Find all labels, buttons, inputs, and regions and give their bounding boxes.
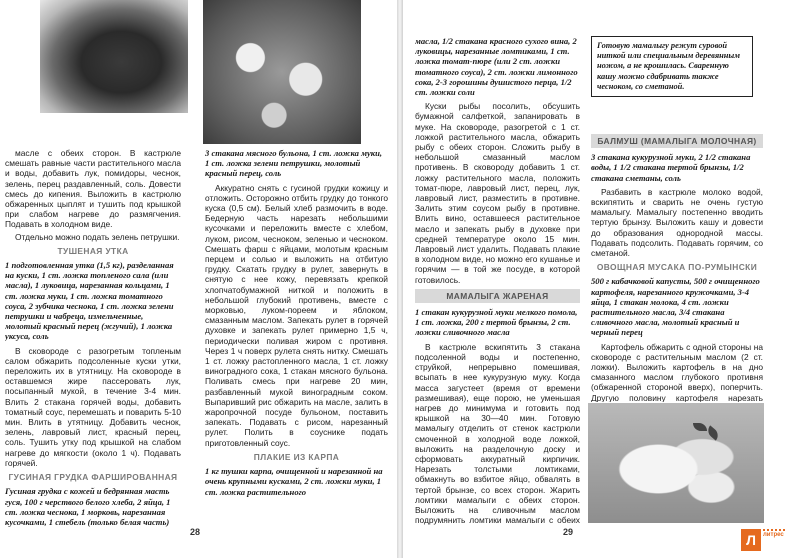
publisher-logo bbox=[741, 529, 786, 551]
recipe-heading: ОВОЩНАЯ МУСАКА ПО-РУМЫНСКИ bbox=[596, 262, 758, 273]
ingredients: 3 стакана мясного бульона, 1 ст. ложка муки, 1 ст. ложка зелени петрушки, молотый красный перец, соль bbox=[205, 148, 383, 179]
ingredients: 1 кг тушки карпа, очищенной и нарезанной на очень крупными кусками, 2 ст. ложки муки, 1 ст. ложка растительного bbox=[205, 466, 383, 497]
paragraph: Картофель обжарить с одной стороны на сковороде с растительным маслом (2 ст. ложки). Выложить картофель в на дно смазанного маслом глубокого противня (обжаренной стороной вверх), поперчить. Другую половину картофеля нарезать bbox=[591, 341, 763, 402]
ingredients: 500 г кабачковой капусты, 500 г очищенного картофеля, нарезанного кружочками, 3-4 яйца, 1 стакан молока, 4 ст. ложки растительного масла, 3/4 стакана сливочного масла, молотый красный и черный перец bbox=[591, 276, 760, 338]
paragraph: В сковороде с разогретым топленым салом обжарить подсоленные куски утки, переложить их в утятницу. На сковороде в оставшемся жире пассеровать лук, посыпанный мукой, в течение 3-4 мин. Влить 2 стакана горячей воды, добавить томатный соус, перемешать и поварить 5-10 мин. Влить в утятницу. Добавить чеснок, зелень, лавровый лист, красный перец, соль. Тушить утку под крышкой на слабом нагреве до мягкости (около 1 ч). Подавать горячей. bbox=[5, 345, 181, 468]
musaka-photo bbox=[588, 403, 764, 523]
paragraph: В кастрюле вскипятить 3 стакана подсоленной воды и постепенно, струйкой, непрерывно помешивая, всыпать в нее кукурузную муку. Когда масса загустеет (время от времени размешивая), еще порою, не уменьшая нагрев до минимума и готовить под крышкой на 30—40 мин. Готовую мамалыгу отделить от стенок кастрюли смоченной в холодной воде ложкой, выложить на разделочную доску и сформовать аккуратный кирпичик. Нарезать толстыми ломтиками, обмакнуть во взбитое яйцо, обвалять в тертой брынзе, со всех сторон. Жарить ломтики мамалыги с обеих сторон. Выложить на сливочным маслом подрумянить ломтики мамалыги с обеих bbox=[415, 341, 580, 526]
recipe-heading: ТУШЕНАЯ УТКА bbox=[57, 245, 129, 256]
paragraph: масле с обеих сторон. В кастрюле смешать равные части растительного масла и воды, добавить лук, помидоры, чеснок, зелень, перец раздавленный, соль. Довести смесь до кипения. Выложить в кастрюлю обжаренных цыплят и тушить под крышкой при слабом нагреве до размягчения. Подавать в холодном виде. bbox=[5, 148, 181, 230]
logo-text: литрес bbox=[763, 532, 784, 538]
paragraph: Аккуратно снять с гусиной грудки кожицу и отложить. Осторожно отбить грудку до тонкого куска (0,5 см). Белый хлеб размочить в воде. Бедерную часть нарезать небольшими кусочками и переложить вместе с хлебом, луком, рисом, чесноком, зеленью и чесноком. Смешать фарш с яйцами, молотым красным перцем и солью и выложить на отбитую грудку. Скатать грудку в рулет, завернуть в снятую с нее кожу, перевязать крепкой хлопчатобумажной ниткой и положить в небольшой глубокий противень, вместе с морковью, луком-пореем и яблоком, смазанным маслом. Запекать рулет в горячей духовке и запекать рулет примерно 1,5 ч, периодически поливая жиром с противня. Через 1 ч поверх рулета снять нитку. Смешать 1 ст. ложку растопленного масла, 1 ст. ложку виноградного сока, 1 стакан мясного бульона. Поливать смесь при нагреве 20 мин, разбавленный мукой виноградным соком. Выпаривший рис обжарить на масле, залить в жаропрочной посуде бульоном, поставить запекать. Подавать с рисом, нарезанный рулет. Полить в соуснике подать приготовленный соус. bbox=[205, 182, 388, 448]
recipe-heading: ГУСИНАЯ ГРУДКА ФАРШИРОВАННАЯ bbox=[8, 472, 178, 483]
recipe-heading: ПЛАКИЕ ИЗ КАРПА bbox=[253, 451, 340, 462]
left-column-1 bbox=[5, 148, 181, 528]
paragraph: Куски рыбы посолить, обсушить бумажной салфеткой, запанировать в муке. На сковороде, разогретой с 1 ст. ложкой растительного масла, обжарить рыбу с обеих сторон. Сложить рыбу в небольшой смазанный маслом противень. В сковороду добавить 1 ст. ложку растительного масла, положить томат-пюре, лавровый лист, перец, лук, лавровый лист, разместить в противне. Залить этим соусом рыбу в противне. Влить вино, оставшееся растительное масло и запекать рыбу в духовке при средней температуре около 15 мин. Лавровый лист удалить. Подавать плакие в холодном виде, но можно его кушанье и горячим — в той же посуде, в которой готовилось. bbox=[415, 101, 580, 285]
paragraph: Разбавить в кастрюле молоко водой, вскипятить и сварить не очень густую мамалыгу. Мамалыгу постепенно вводить тертую брынзу. Выложить кашу и довести до образования однородной массы. Подавать подсолить. Подавать горячим, со сметаной. bbox=[591, 186, 763, 259]
page-number: 28 bbox=[190, 527, 201, 537]
logo-letter: Л bbox=[741, 529, 761, 551]
left-column-2 bbox=[205, 148, 388, 526]
ingredients: масла, 1/2 стакана красного сухого вина, 2 луковицы, нарезанные ломтиками, 1 ст. ложка томат-пюре (или 2 ст. ложки томатного соуса), 2 ст. ложки лимонного сока, 2-3 горошины душистого перца, 1/2 ст. ложки соли bbox=[415, 36, 578, 98]
page-number: 29 bbox=[563, 527, 574, 537]
left-page bbox=[0, 0, 397, 558]
roast-photo bbox=[40, 0, 188, 113]
logo-dots bbox=[763, 529, 786, 531]
right-column-1 bbox=[415, 36, 580, 526]
recipe-heading: МАМАЛЫГА ЖАРЕНАЯ bbox=[415, 289, 580, 303]
tip-box: Готовую мамалыгу режут суровой ниткой или специальным деревянным ножом, а не крошилась. Сваренную кашу можно сдабривать также чесноком, со сметаной. bbox=[591, 36, 753, 97]
right-column-2 bbox=[591, 130, 763, 402]
ingredients: 1 стакан кукурузной муки мелкого помола, 1 ст. ложка, 200 г тертой брынзы, 2 ст. ложки сливочного масла bbox=[415, 307, 578, 338]
paragraph: Отдельно можно подать зелень петрушки. bbox=[15, 231, 180, 242]
stuffed-goose-photo bbox=[203, 0, 361, 144]
ingredients: 3 стакана кукурузной муки, 2 1/2 стакана воды, 1 1/2 стакана тертой брынзы, 1/2 стакана сметаны, соль bbox=[591, 152, 751, 183]
recipe-heading: БАЛМУШ (МАМАЛЫГА МОЛОЧНАЯ) bbox=[591, 134, 763, 148]
herb-leaf bbox=[705, 425, 721, 440]
ingredients: 1 подготовленная утка (1,5 кг), разделанная на куски, 1 ст. ложка топленого сала (или масла), 1 луковица, нарезанная кольцами, 1 ст. ложка муки, 1 ст. ложка томатного соуса, 2 зубчика чеснока, 1 ст. ложка зелени петрушки и чабреца, измельченные, молотый красный перец (жгучий), 1 ложка уксуса, соль bbox=[5, 260, 174, 342]
right-page bbox=[403, 0, 800, 558]
herb-leaf bbox=[693, 423, 707, 431]
ingredients: Гусиная грудка с кожей и бедрянная масть гуся, 100 г черствого белого хлеба, 2 яйца, 1 ст. ложка чеснока, 1 морковь, нарезанная кусочками, 1 стебель (только белая часть) bbox=[5, 486, 171, 527]
